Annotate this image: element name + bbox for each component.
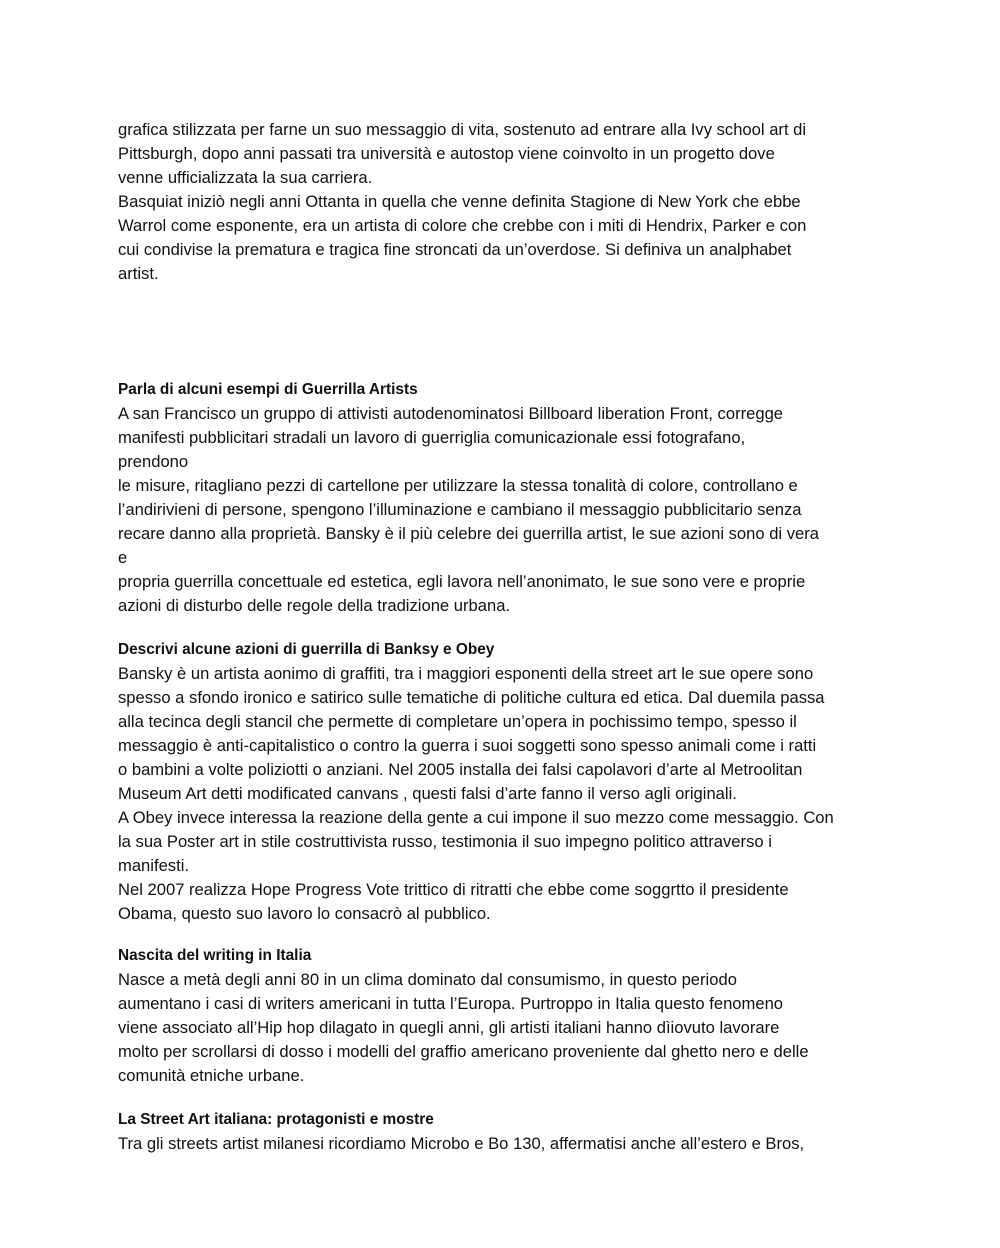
text-line: e [118, 548, 128, 567]
text-line: Nasce a metà degli anni 80 in un clima dominato dal consumismo, in questo periodo [118, 970, 737, 989]
text-line: comunità etniche urbane. [118, 1066, 305, 1085]
section-banksy-obey [118, 638, 918, 926]
text-line: messaggio è anti-capitalistico o contro la guerra i suoi soggetti sono spesso animali come i ratti [118, 736, 817, 755]
text-line: grafica stilizzata per farne un suo messaggio di vita, sostenuto ad entrare alla Ivy school art di [118, 120, 807, 139]
text-line: prendono [118, 452, 189, 471]
text-line: recare danno alla proprietà. Bansky è il più celebre dei guerrilla artist, le sue azioni sono di vera [118, 524, 820, 543]
text-line: Tra gli streets artist milanesi ricordiamo Microbo e Bo 130, affermatisi anche all’estero e Bros, [118, 1134, 805, 1153]
text-line: manifesti. [118, 856, 190, 875]
section-heading: La Street Art italiana: protagonisti e mostre [118, 1111, 434, 1128]
text-line: le misure, ritagliano pezzi di cartellone per utilizzare la stessa tonalità di colore, controllano e [118, 476, 798, 495]
text-line: Bansky è un artista aonimo di graffiti, tra i maggiori esponenti della street art le sue opere sono [118, 664, 814, 683]
text-line: propria guerrilla concettuale ed estetica, egli lavora nell’anonimato, le sue sono vere e proprie [118, 572, 806, 591]
section-heading: Nascita del writing in Italia [118, 947, 312, 964]
text-line: alla tecinca degli stancil che permette di completare un’opera in pochissimo tempo, spesso il [118, 712, 797, 731]
text-line: viene associato all’Hip hop dilagato in quegli anni, gli artisti italiani hanno dìiovuto lavorare [118, 1018, 780, 1037]
section-heading: Parla di alcuni esempi di Guerrilla Artists [118, 381, 418, 398]
text-line: molto per scrollarsi di dosso i modelli del graffio americano proveniente dal ghetto nero e delle [118, 1042, 809, 1061]
text-line: Nel 2007 realizza Hope Progress Vote trittico di ritratti che ebbe come soggrtto il presidente [118, 880, 789, 899]
section-guerrilla-artists [118, 378, 918, 618]
text-line: cui condivise la prematura e tragica fine stroncati da un’overdose. Si definiva un analphabet [118, 240, 792, 259]
text-line: la sua Poster art in stile costruttivista russo, testimonia il suo impegno politico attraverso i [118, 832, 772, 851]
text-line: A Obey invece interessa la reazione della gente a cui impone il suo mezzo come messaggio. Con [118, 808, 834, 827]
text-line: Warrol come esponente, era un artista di colore che crebbe con i miti di Hendrix, Parker e con [118, 216, 807, 235]
text-line: Obama, questo suo lavoro lo consacrò al pubblico. [118, 904, 491, 923]
text-line: manifesti pubblicitari stradali un lavoro di guerriglia comunicazionale essi fotografano, [118, 428, 746, 447]
text-line: Basquiat iniziò negli anni Ottanta in quella che venne definita Stagione di New York che ebbe [118, 192, 801, 211]
intro-paragraph [118, 118, 918, 286]
text-line: l’andirivieni di persone, spengono l’illuminazione e cambiano il messaggio pubblicitario senza [118, 500, 802, 519]
text-line: azioni di disturbo delle regole della tradizione urbana. [118, 596, 511, 615]
text-line: artist. [118, 264, 159, 283]
section-writing-italia [118, 944, 918, 1088]
text-line: Pittsburgh, dopo anni passati tra università e autostop viene coinvolto in un progetto dove [118, 144, 775, 163]
text-line: spesso a sfondo ironico e satirico sulle tematiche di politiche cultura ed etica. Dal duemila passa [118, 688, 825, 707]
text-line: A san Francisco un gruppo di attivisti autodenominatosi Billboard liberation Front, corregge [118, 404, 784, 423]
section-street-art-italiana [118, 1108, 918, 1156]
text-line: o bambini a volte poliziotti o anziani. Nel 2005 installa dei falsi capolavori d’arte al Metroolitan [118, 760, 803, 779]
text-line: Museum Art detti modificated canvans , questi falsi d’arte fanno il verso agli originali. [118, 784, 737, 803]
section-heading: Descrivi alcune azioni di guerrilla di Banksy e Obey [118, 641, 495, 658]
text-line: venne ufficializzata la sua carriera. [118, 168, 373, 187]
text-line: aumentano i casi di writers americani in tutta l’Europa. Purtroppo in Italia questo fenomeno [118, 994, 784, 1013]
